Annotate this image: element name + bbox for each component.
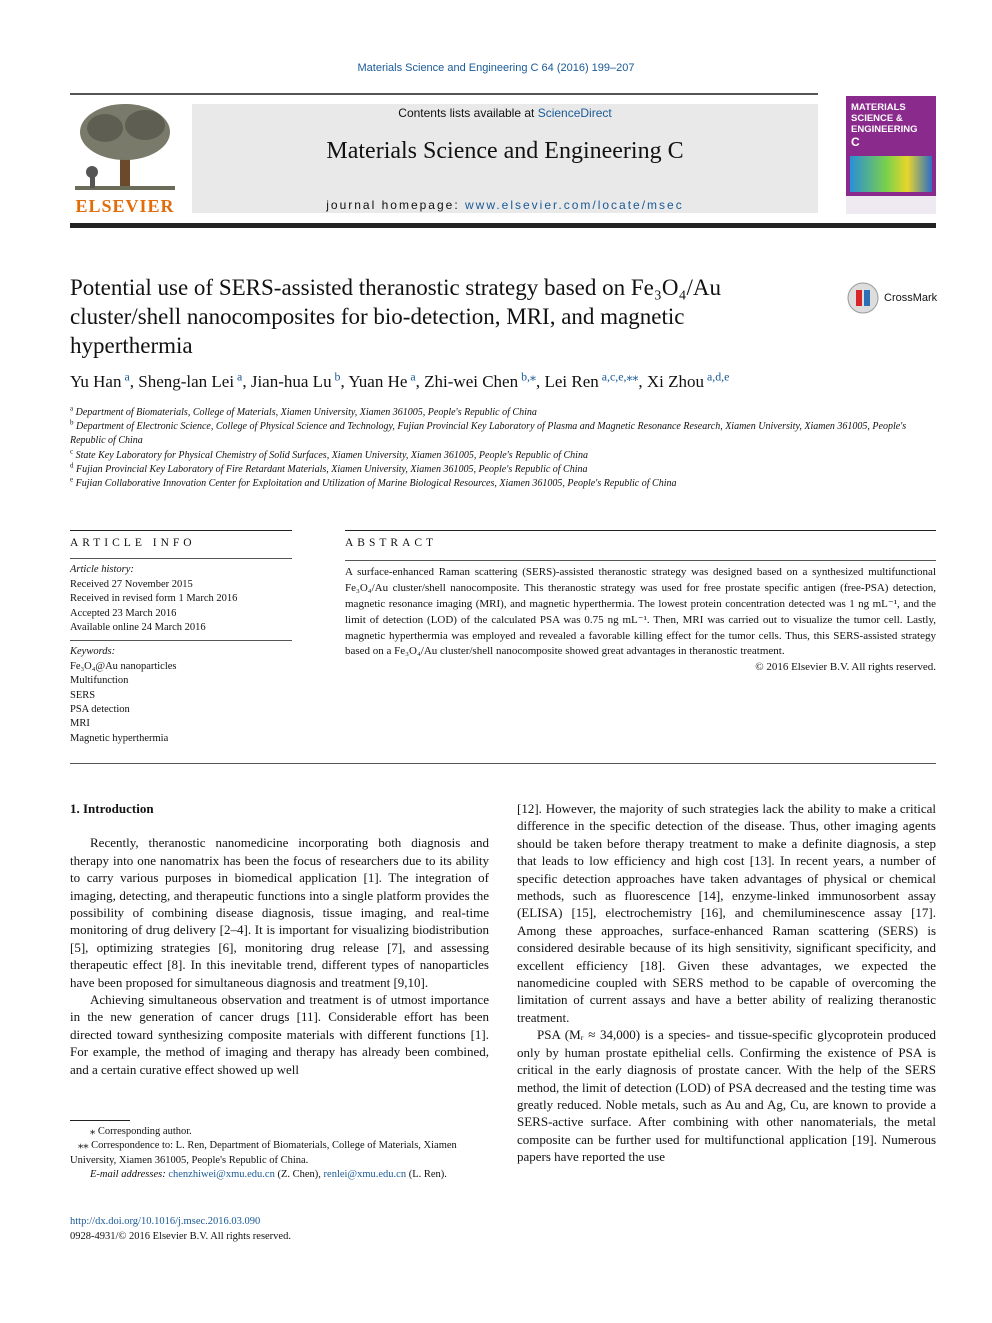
corresponding-author-note: ⁎ Corresponding author.: [90, 1126, 192, 1137]
affiliation-text: State Key Laboratory for Physical Chemistry of Solid Surfaces, Xiamen University, Xiamen 361005, People's Republic of China: [75, 449, 588, 461]
body-paragraph: Recently, theranostic nanomedicine incorporating both diagnosis and therapy into one nanomatrix has been the focus of researchers due to its ability to carry various purposes in biomedical application [1]. The integration of imaging, detecting, and therapeutic functions into a single platform provides the possibility of combining disease diagnosis, tissue imaging, and real-time monitoring of drug delivery [2–4]. It is important for visualizing biodistribution [5], optimizing strategies [6], monitoring drug release [7], and assessing therapeutic effect [8]. In this inevitable trend, different types of nanoparticles have been proposed for simultaneous diagnosis and treatment [9,10].: [70, 835, 489, 990]
author-affiliation-marker[interactable]: a: [121, 369, 130, 384]
author-name[interactable]: Lei Ren: [544, 372, 599, 391]
cover-footer: [846, 196, 936, 214]
abstract-heading: ABSTRACT: [345, 537, 438, 549]
body-column-right: [517, 800, 936, 1166]
affiliation-key: d: [70, 461, 74, 470]
keywords-rule: [70, 640, 292, 641]
author-affiliation-marker[interactable]: b,⁎: [518, 369, 536, 384]
sciencedirect-link[interactable]: ScienceDirect: [537, 106, 612, 120]
affiliation-text: Fujian Provincial Key Laboratory of Fire Retardant Materials, Xiamen University, Xiamen 361005, People's Republic of China: [76, 463, 588, 475]
article-info-panel: [70, 530, 292, 746]
keyword-item: Fe₃O₄@Au nanoparticles: [70, 660, 177, 672]
keyword-item: Multifunction: [70, 675, 129, 687]
email-link-ren[interactable]: renlei@xmu.edu.cn: [323, 1168, 407, 1180]
crossmark-badge[interactable]: [846, 281, 946, 315]
affiliation-key: e: [70, 475, 74, 484]
header-top-rule: [70, 93, 818, 95]
author-affiliation-marker[interactable]: a,c,e,⁎⁎: [598, 369, 639, 384]
history-item: Accepted 23 March 2016: [70, 607, 177, 619]
affiliation-key: a: [70, 404, 74, 413]
body-column-left: [70, 800, 489, 1078]
email-link-chen[interactable]: chenzhiwei@xmu.edu.cn: [168, 1168, 275, 1180]
journal-homepage-link[interactable]: www.elsevier.com/locate/msec: [465, 198, 684, 212]
keyword-item: SERS: [70, 689, 96, 701]
journal-homepage-line: [192, 198, 818, 212]
left-paragraphs: [70, 834, 489, 1078]
affiliation-key: b: [70, 418, 74, 427]
journal-name: Materials Science and Engineering C: [326, 138, 684, 164]
author-affiliation-marker[interactable]: b: [331, 369, 341, 384]
history-item: Received in revised form 1 March 2016: [70, 593, 238, 605]
author-name[interactable]: Zhi-wei Chen: [424, 372, 519, 391]
crossmark-icon: [846, 281, 880, 315]
section-title-introduction: 1. Introduction: [70, 801, 154, 816]
affiliation-key: c: [70, 447, 74, 456]
abstract-top-rule: [345, 530, 936, 531]
footnotes: [70, 1120, 489, 1182]
keyword-item: Magnetic hyperthermia: [70, 732, 169, 744]
cover-title: MATERIALS SCIENCE & ENGINEERING: [851, 102, 918, 135]
issn-copyright: 0928-4931/© 2016 Elsevier B.V. All rights reserved.: [70, 1230, 291, 1242]
author-affiliation-marker[interactable]: a,d,e: [704, 369, 730, 384]
journal-cover-thumbnail[interactable]: [846, 96, 936, 214]
contents-available-line: [192, 106, 818, 120]
homepage-prefix: journal homepage:: [326, 198, 465, 212]
header-bottom-rule: [70, 223, 936, 228]
author-name[interactable]: Jian-hua Lu: [250, 372, 332, 391]
email-label: E-mail addresses:: [90, 1168, 169, 1180]
crossmark-label: CrossMark: [884, 292, 938, 304]
article-info-heading: ARTICLE INFO: [70, 537, 196, 549]
author-list: Yu Han $^a$, Sheng-lan Lei $^a$, Jian-hua Lu $^b$, Yuan He $^a$, Zhi-wei Chen $^{b,⁎}$, Lei Ren $^{a,c,e,⁎⁎}$, Xi Zhou $^{a,d,e}$: [70, 369, 730, 391]
affiliation-item: [70, 420, 936, 448]
keyword-item: PSA detection: [70, 704, 130, 716]
history-list: [70, 578, 292, 636]
body-paragraph: Achieving simultaneous observation and treatment is of utmost importance in the new generation of cancer drugs [11]. Considerable effort has been directed toward synthesizing composite materials with different functions [1]. For example, the method of imaging and therapy has already been combined, and a certain curative effect showed up well: [70, 992, 489, 1077]
author-name[interactable]: Sheng-lan Lei: [138, 372, 235, 391]
author-name[interactable]: Yuan He: [348, 372, 408, 391]
body-paragraph: [12]. However, the majority of such strategies lack the ability to make a critical difference in the specific detection of the disease. Thus, other imaging agents should be taken before therapy treatment to make a definite diagnosis, a step that leads to low efficiency and high cost [13]. In recent years, a number of specific detection approaches have taken advantages of physical or chemical methods, such as fluorescence [14], enzyme-linked immunosorbent assay (ELISA) [15], electrochemistry [16], and chemiluminescence assay [17]. Among these approaches, surface-enhanced Raman scattering (SERS) is considered desirable because of its high sensitivity, significant specificity, and excellent efficiency [18]. Given these advantages, we expected the nanomedicine coupled with SERS method to be capable of overcoming the limitation of current assays and have a better ability of realizing theranostic treatment.: [517, 801, 936, 1025]
abstract-text: A surface-enhanced Raman scattering (SERS)-assisted theranostic strategy was designed based on a synthesized multifunctional Fe₃O₄/Au cluster/shell nanocomposite. This theranostic strategy was used for free prostate specific antigen (free-PSA) detection, magnetic resonance imaging (MRI), and magnetic hyperthermia. The lowest protein concentration detected was 1 ng mL⁻¹, and the limit of detection (LOD) of the calculated PSA was 0.75 ng mL⁻¹. Then, MRI was carried out to visualize the tumor cell. Lastly, magnetic hyperthermia was employed and revealed a favorable killing effect for the tumor cells. Thus, this SERS-assisted strategy based on a Fe₃O₄/Au cluster/shell nanocomposite showed great advantages in theranostic treatment.: [345, 565, 936, 658]
abstract-heading-rule: [345, 560, 936, 561]
doi-block: [70, 1215, 489, 1244]
right-paragraphs: [517, 800, 936, 1166]
abstract-copyright: © 2016 Elsevier B.V. All rights reserved.: [755, 661, 936, 674]
email-addresses: [70, 1168, 489, 1182]
cover-artwork: [850, 156, 932, 192]
cover-letter: C: [851, 135, 860, 149]
history-label: Article history:: [70, 564, 134, 576]
footnote-rule: [70, 1120, 130, 1121]
elsevier-wordmark: ELSEVIER: [75, 196, 175, 216]
article-title: Potential use of SERS-assisted theranostic strategy based on Fe₃O₄/Au cluster/shell nanocomposites for bio-detection, MRI, and magnetic hyperthermia: [70, 275, 721, 358]
keyword-item: MRI: [70, 718, 90, 730]
body-paragraph: PSA (Mᵣ ≈ 34,000) is a species- and tissue-specific glycoprotein produced only by human prostate epithelial cells. Confirming the existence of PSA is critical in the early diagnosis of prostate cancer. With the help of the SERS method, the limit of detection (LOD) of PSA decreased and the testing time was greatly reduced. Noble metals, such as Au and Ag, Cu, are known to provide a SERS-active surface. After combining with other nanomaterials, the metal composite can be further used for multifunctional application [19]. Numerous papers have reported the use: [517, 1027, 936, 1165]
keywords-list: [70, 660, 292, 746]
tree-icon: [70, 100, 180, 195]
info-top-rule: [70, 530, 292, 531]
email-owner-chen: (Z. Chen),: [274, 1168, 324, 1180]
author-affiliation-marker[interactable]: a: [407, 369, 416, 384]
correspondence-note: ⁎⁎ Correspondence to: L. Ren, Department of Biomaterials, College of Materials, Xiamen University, Xiamen 361005, People's Republic of China.: [70, 1140, 457, 1166]
affiliation-text: Fujian Collaborative Innovation Center for Exploitation and Utilization of Marine Biological Resources, Xiamen 361005, People's Republic of China: [75, 478, 677, 490]
email-owner-ren: (L. Ren).: [406, 1168, 447, 1180]
author-name[interactable]: Yu Han: [70, 372, 122, 391]
history-item: Received 27 November 2015: [70, 578, 193, 590]
affiliation-item: [70, 463, 936, 477]
affiliation-item: [70, 449, 936, 463]
info-heading-rule: [70, 558, 292, 559]
journal-citation-link[interactable]: Materials Science and Engineering C 64 (2016) 199–207: [357, 62, 635, 74]
abstract-panel: [345, 530, 936, 676]
front-matter-divider: [70, 763, 936, 764]
author-affiliation-marker[interactable]: a: [234, 369, 243, 384]
affiliation-text: Department of Biomaterials, College of Materials, Xiamen University, Xiamen 361005, People's Republic of China: [75, 407, 537, 418]
affiliation-item: [70, 406, 936, 420]
keywords-label: Keywords:: [70, 646, 116, 658]
history-item: Available online 24 March 2016: [70, 622, 206, 634]
contents-prefix: Contents lists available at: [398, 106, 538, 120]
doi-link[interactable]: http://dx.doi.org/10.1016/j.msec.2016.03.090: [70, 1216, 261, 1227]
affiliation-list: [70, 406, 936, 491]
author-name[interactable]: Xi Zhou: [646, 372, 705, 391]
affiliation-item: [70, 477, 936, 491]
affiliation-text: Department of Electronic Science, College of Physical Science and Technology, Fujian Provincial Key Laboratory of Plasma and Magnetic Resonance Research, Xiamen University, Xiamen 361005, People's Republic of China: [70, 421, 907, 447]
